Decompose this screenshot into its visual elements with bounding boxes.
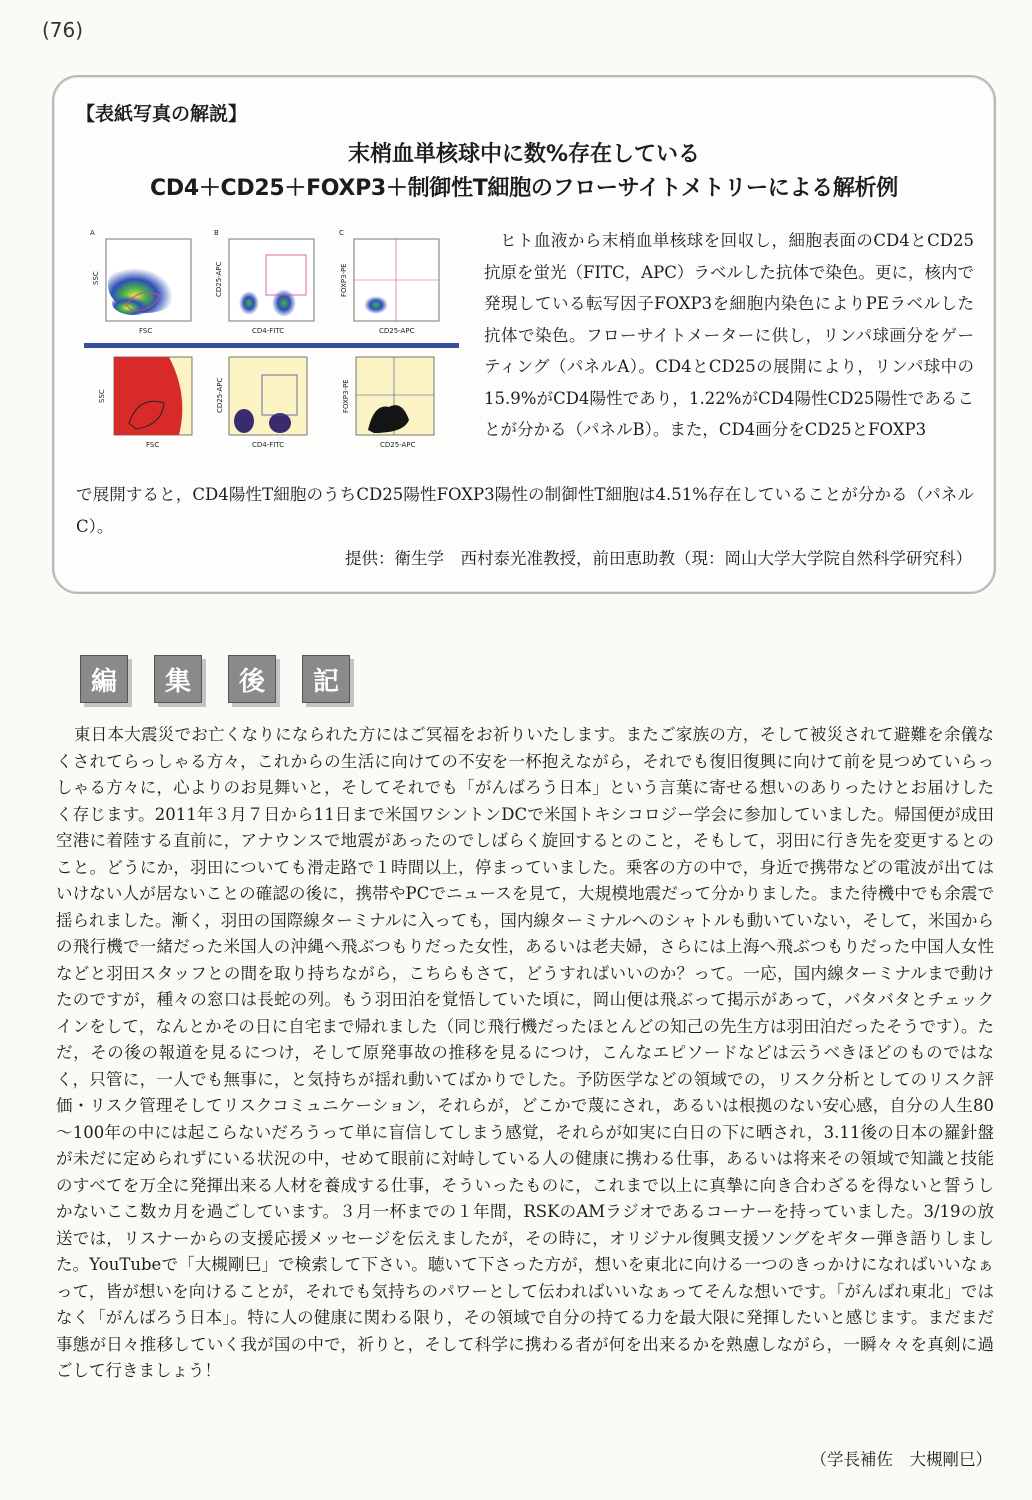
panel-a-print-ylabel: SSC xyxy=(98,389,106,403)
heading-char-3: 後 xyxy=(228,655,276,703)
cover-title-line1: 末梢血単核球中に数%存在している xyxy=(347,142,701,167)
cover-title-line2: CD4＋CD25＋FOXP3＋制御性T細胞のフローサイトメトリーによる解析例 xyxy=(150,176,898,201)
heading-char-1: 編 xyxy=(80,655,128,703)
cover-heading: 【表紙写真の解説】 xyxy=(76,103,248,125)
figure-caption-right: ヒト血液から末梢血単核球を回収し，細胞表面のCD4とCD25抗原を蛍光（FITC，APC）ラベルした抗体で染色。更に，核内で発現している転写因子FOXP3を細胞内染色によりPEラベルした抗体で染色。フローサイトメーターに供し，リンパ球画分をゲーティング（パネルA）。CD4とCD25の展開により，リンパ球中の15.9%がCD4陽性であり，1.22%がCD4陽性CD25陽性であることが分かる（パネルB）。また，CD4画分をCD25とFOXP3 xyxy=(484,231,974,439)
panel-c-print-ylabel: FOXP3-PE xyxy=(342,379,350,413)
panel-b-print xyxy=(216,357,307,449)
panel-c-letter: C xyxy=(339,229,344,237)
figure-caption-bottom: で展開すると，CD4陽性T細胞のうちCD25陽性FOXP3陽性の制御性T細胞は4.51%存在していることが分かる（パネルC）。 xyxy=(76,485,974,536)
editor-postscript-body: 東日本大震災でお亡くなりになられた方にはご冥福をお祈りいたします。またご家族の方，そして被災されて避難を余儀なくされてらっしゃる方々，これからの生活に向けての不安を一杯抱えながら，それでも復旧復興に向けて前を見つめていらっしゃる方々に，心よりのお見舞いと，そしてそれでも「がんばろう日本」という言葉に寄せる想いのありったけとお届けしたく存じます。2011年３月７日から11日まで米国ワシントンDCで米国トキシコロジー学会に参加していました。帰国便が成田空港に着陸する直前に，アナウンスで地震があったのでしばらく旋回するとのこと，そもして，羽田に行き先を変更するとのこと。どうにか，羽田についても滑走路で１時間以上，停まっていました。乗客の方の中で，身近で携帯などの電波が出てはいけない人が居ないことの確認の後に，携帯やPCでニュースを見て，大規模地震だって分かりました。また待機中でも余震で揺られました。漸く，羽田の国際線ターミナルに入っても，国内線ターミナルへのシャトルも動いていない，そして，米国からの飛行機で一緒だった米国人の沖縄へ飛ぶつもりだった女性，あるいは老夫婦，さらには上海へ飛ぶつもりだった中国人女性などと羽田スタッフとの間を取り持ちながら，こちらもさて，どうすればいいのか？って。一応，国内線ターミナルまで動けたのですが，種々の窓口は長蛇の列。もう羽田泊を覚悟していた頃に，岡山便は飛ぶって掲示があって，バタバタとチェックインをして，なんとかその日に自宅まで帰れました（同じ飛行機だったほとんどの知己の先生方は羽田泊だったそうです）。ただ，その後の報道を見るにつけ，そして原発事故の推移を見るにつけ，こんなエピソードなどは云うべきほどのものではなく，只管に，一人でも無事に，と気持ちが揺れ動いてばかりでした。予防医学などの領域での，リスク分析としてのリスク評価・リスク管理そしてリスクコミュニケーション，それらが，どこかで蔑にされ，あるいは根拠のない安心感，自分の人生80～100年の中には起こらないだろうって単に盲信してしまう感覚，それらが如実に白日の下に晒され，3.11後の日本の羅針盤が未だに定められずにいる状況の中，せめて眼前に対峙している人の健康に携わる仕事，あるいは将来その領域で知識と技能のすべてを万全に発揮出来る人材を養成する仕事，そういったものに，これまで以上に真摯に向き合わざるを得ないと誓うしかないここ数カ月を過ごしています。３月一杯までの１年間，RSKのAMラジオであるコーナーを持っていました。3/19の放送では，リスナーからの支援応援メッセージを伝えましたが，その時に，オリジナル復興支援ソングをギター弾き語りしました。YouTubeで「大槻剛巳」で検索して下さい。聴いて下さった方が，想いを東北に向ける一つのきっかけになればいいなぁって，皆が想いを向けることが，それでも気持ちのパワーとして伝わればいいなぁってそんな想いです。「がんばれ東北」ではなく「がんばろう日本」。特に人の健康に関わる限り，その領域で自分の持てる力を最大限に発揮したいと感じます。まだまだ事態が日々推移していく我が国の中で，祈りと，そして科学に携わる者が何を出来るかを熟慮しながら，一瞬々々を真剣に過ごして行きましょう！ xyxy=(56,725,994,1380)
page-number: (76) xyxy=(42,18,84,42)
panel-a-xlabel: FSC xyxy=(139,327,153,335)
panel-b-print-ylabel: CD25-APC xyxy=(216,377,224,413)
flow-cytometry-figure xyxy=(84,225,459,470)
panel-c-xlabel: CD25-APC xyxy=(379,327,415,335)
panel-a-letter: A xyxy=(90,229,95,237)
panel-b-xlabel: CD4-FITC xyxy=(252,327,285,335)
flow-cytometry-panels xyxy=(84,225,459,470)
panel-c xyxy=(339,229,439,335)
editor-postscript-heading xyxy=(80,655,366,703)
panel-b xyxy=(214,229,314,335)
panel-b-ylabel: CD25-APC xyxy=(215,261,223,297)
heading-char-2: 集 xyxy=(154,655,202,703)
panel-a-print xyxy=(98,357,192,449)
figure-credit: 提供：衛生学 西村泰光准教授，前田恵助教（現：岡山大学大学院自然科学研究科） xyxy=(345,549,972,568)
panel-c-print xyxy=(342,357,434,449)
panel-b-letter: B xyxy=(214,229,219,237)
panel-c-print-xlabel: CD25-APC xyxy=(380,441,416,449)
panel-b-print-xlabel: CD4-FITC xyxy=(252,441,285,449)
panel-a-print-xlabel: FSC xyxy=(146,441,160,449)
cover-explanation-box xyxy=(52,75,996,594)
panel-a-ylabel: SSC xyxy=(92,271,100,285)
panel-c-ylabel: FOXP3-PE xyxy=(340,263,348,297)
panel-a xyxy=(90,229,191,335)
heading-char-4: 記 xyxy=(302,655,350,703)
editor-signature: （学長補佐 大槻剛巳） xyxy=(810,1450,992,1469)
figure-divider xyxy=(84,343,459,348)
